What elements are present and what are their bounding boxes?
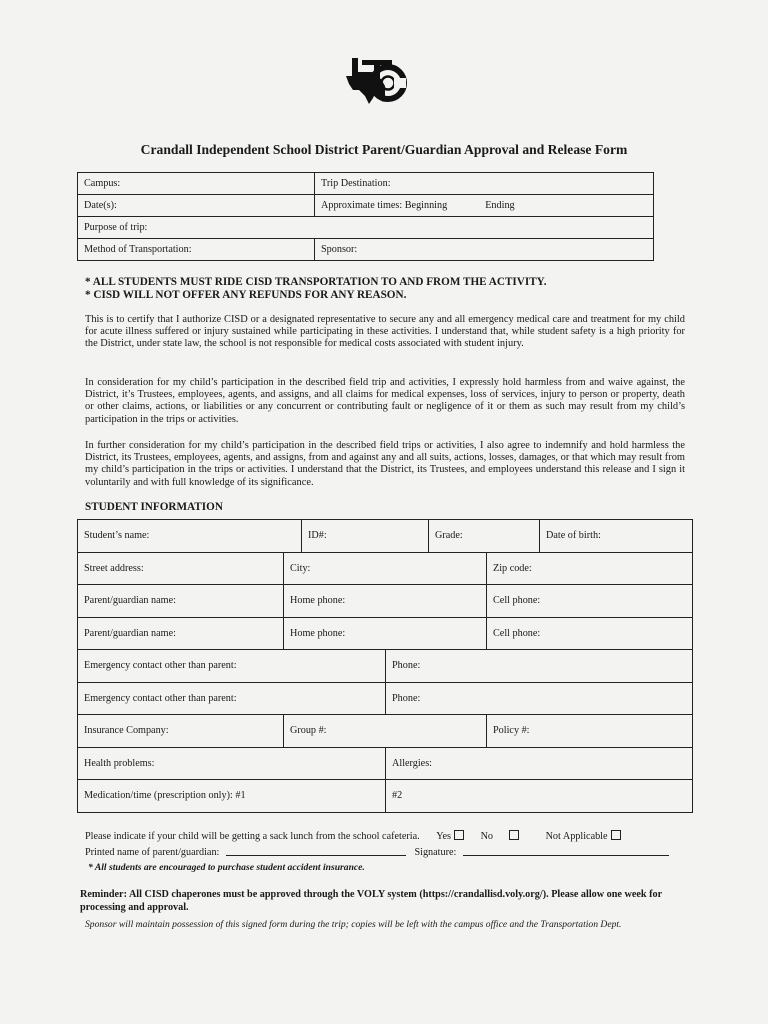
approximate-times-field[interactable] [315, 195, 654, 217]
purpose-label: Purpose of trip: [84, 222, 148, 233]
purpose-field[interactable] [78, 217, 654, 239]
emergency-contact-field-1[interactable] [78, 650, 386, 683]
parent-name-field-1[interactable] [78, 585, 284, 618]
zip-code-label: Zip code: [493, 562, 532, 574]
sponsor-field[interactable] [315, 239, 654, 261]
street-address-label: Street address: [84, 562, 144, 574]
zip-code-field[interactable] [487, 552, 693, 585]
medication-field-1[interactable] [78, 780, 386, 813]
hold-harmless-paragraph: In consideration for my child’s participation in the described field trip and activities, I expressly hold harmless from and waive against, the District, it’s Trustees, employees, agents, and assigns, and all claims for medical expenses, loss of services, injury to person or property, death or other claims, actions, or liabilities or any concurrent or contributing fault or negligence of it or them as such may result from my child’s participation in the trips or activities. [85, 377, 685, 425]
medical-authorization-paragraph: This is to certify that I authorize CISD or a designated representative to secure any and all emergency medical care and treatment for my child for acute illness suffered or injury sustained while participating in these activities. I understand that, while student safety is a high priority for the District, under state law, the school is not responsible for medical costs associated with student injury. [85, 314, 685, 350]
dates-label: Date(s): [84, 200, 117, 211]
printed-name-label: Printed name of parent/guardian: [85, 847, 220, 858]
student-name-label: Student’s name: [84, 530, 150, 542]
home-phone-label: Home phone: [290, 595, 346, 607]
transportation-field[interactable] [78, 239, 315, 261]
allergies-field[interactable] [386, 747, 693, 780]
grade-field[interactable] [429, 520, 540, 553]
dates-field[interactable] [78, 195, 315, 217]
city-label: City: [290, 562, 311, 574]
health-problems-label: Health problems: [84, 757, 155, 769]
emergency-phone-label: Phone: [392, 692, 421, 704]
emergency-contact-label: Emergency contact other than parent: [84, 692, 237, 704]
health-problems-field[interactable] [78, 747, 386, 780]
city-field[interactable] [284, 552, 487, 585]
cisd-logo [338, 52, 412, 112]
emergency-phone-label: Phone: [392, 660, 421, 672]
cell-phone-field-2[interactable] [487, 617, 693, 650]
group-number-field[interactable] [284, 715, 487, 748]
medication-label: Medication/time (prescription only): #1 [84, 790, 246, 802]
sack-lunch-row [85, 830, 621, 842]
lunch-not-applicable-label: Not Applicable [545, 831, 608, 842]
parent-name-field-2[interactable] [78, 617, 284, 650]
transportation-label: Method of Transportation: [84, 244, 192, 255]
date-of-birth-field[interactable] [540, 520, 693, 553]
lunch-yes-label: Yes [436, 831, 452, 842]
lunch-yes-checkbox[interactable] [454, 830, 464, 840]
street-address-field[interactable] [78, 552, 284, 585]
sponsor-label: Sponsor: [321, 244, 358, 255]
signature-line[interactable] [463, 846, 669, 856]
campus-field[interactable] [78, 173, 315, 195]
lunch-not-applicable-option[interactable] [546, 831, 621, 842]
medication-2-label: #2 [392, 790, 403, 802]
student-id-label: ID#: [308, 530, 327, 542]
campus-label: Campus: [84, 178, 121, 189]
form-title: Crandall Independent School District Parent/Guardian Approval and Release Form [140, 142, 628, 157]
parent-name-label: Parent/guardian name: [84, 627, 176, 639]
lunch-no-label: No [480, 831, 494, 842]
group-number-label: Group #: [290, 725, 327, 737]
emergency-contact-label: Emergency contact other than parent: [84, 660, 237, 672]
trip-destination-label: Trip Destination: [321, 178, 391, 189]
medication-field-2[interactable] [386, 780, 693, 813]
insurance-company-field[interactable] [78, 715, 284, 748]
date-of-birth-label: Date of birth: [546, 530, 601, 542]
student-name-field[interactable] [78, 520, 302, 553]
student-information-table [77, 519, 693, 813]
allergies-label: Allergies: [392, 757, 432, 769]
lunch-no-checkbox[interactable] [509, 830, 519, 840]
lunch-no-option[interactable] [481, 831, 519, 842]
signature-row [85, 846, 669, 858]
student-information-heading: STUDENT INFORMATION [85, 501, 223, 513]
home-phone-field-2[interactable] [284, 617, 487, 650]
emergency-contact-field-2[interactable] [78, 682, 386, 715]
indemnify-paragraph: In further consideration for my child’s participation in the described field trips or activities, I also agree to indemnify and hold harmless the District, its Trustees, employees, agents, and assigns, from and against any and all suits, actions, losses, damages, or that which may result from my child’s participation in the trips or activities. I understand that the District, its Trustees, and employees understand this release and I sign it voluntarily and with full knowledge of its significance. [85, 440, 685, 488]
home-phone-label: Home phone: [290, 627, 346, 639]
lunch-yes-option[interactable] [436, 831, 464, 842]
cell-phone-field-1[interactable] [487, 585, 693, 618]
voly-reminder: Reminder: All CISD chaperones must be approved through the VOLY system (https://crandallisd.voly.org/). Please allow one week for processing and approval. [80, 889, 662, 913]
ending-label: Ending [485, 200, 515, 211]
transportation-notice: * ALL STUDENTS MUST RIDE CISD TRANSPORTATION TO AND FROM THE ACTIVITY. [85, 276, 547, 288]
refund-notice: * CISD WILL NOT OFFER ANY REFUNDS FOR ANY REASON. [85, 289, 407, 301]
sponsor-note: Sponsor will maintain possession of this signed form during the trip; copies will be left with the campus office and the Transportation Dept. [85, 919, 622, 930]
home-phone-field-1[interactable] [284, 585, 487, 618]
insurance-company-label: Insurance Company: [84, 725, 169, 737]
trip-destination-field[interactable] [315, 173, 654, 195]
policy-number-field[interactable] [487, 715, 693, 748]
lunch-not-applicable-checkbox[interactable] [611, 830, 621, 840]
trip-info-table [77, 172, 654, 261]
printed-name-line[interactable] [226, 846, 406, 856]
grade-label: Grade: [435, 530, 463, 542]
signature-label: Signature: [414, 847, 457, 858]
cell-phone-label: Cell phone: [493, 627, 541, 639]
emergency-phone-field-2[interactable] [386, 682, 693, 715]
parent-name-label: Parent/guardian name: [84, 595, 176, 607]
approximate-times-label: Approximate times: Beginning [321, 200, 448, 211]
sack-lunch-question: Please indicate if your child will be getting a sack lunch from the school cafeteria. [85, 831, 420, 842]
cell-phone-label: Cell phone: [493, 595, 541, 607]
emergency-phone-field-1[interactable] [386, 650, 693, 683]
policy-number-label: Policy #: [493, 725, 530, 737]
insurance-note: * All students are encouraged to purchase student accident insurance. [88, 862, 365, 873]
student-id-field[interactable] [302, 520, 429, 553]
